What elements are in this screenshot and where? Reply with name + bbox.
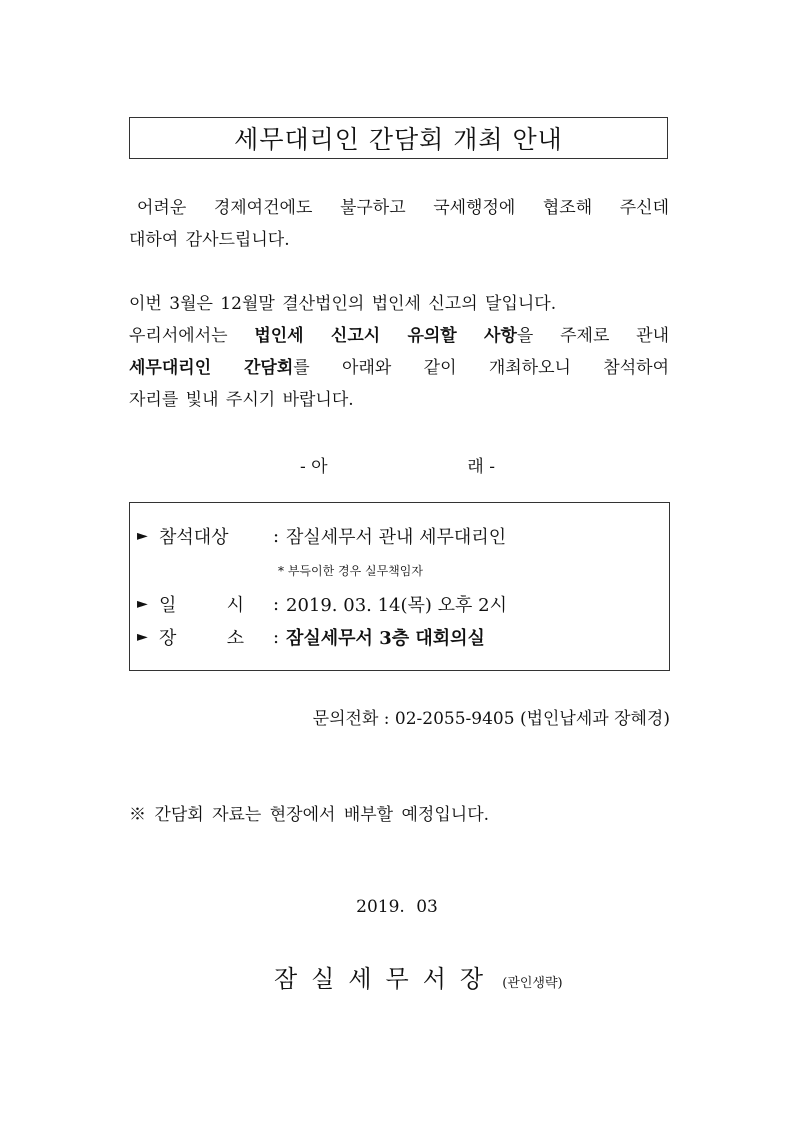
colon: : [272, 525, 280, 547]
stamp-omitted-note: (관인생략) [502, 976, 563, 991]
colon: : [272, 593, 280, 615]
body-text: 을 주제로 관내 [516, 326, 670, 346]
body-line: 자리를 빛내 주시기 바랍니다. [129, 390, 354, 410]
body-paragraph [129, 288, 669, 416]
body-line [129, 352, 669, 384]
remark-note: ※ 간담회 자료는 현장에서 배부할 예정입니다. [129, 805, 490, 825]
colon: : [272, 626, 280, 648]
body-line: 이번 3월은 12월말 결산법인의 법인세 신고의 달입니다. [129, 294, 557, 314]
signer-block [274, 959, 563, 994]
datetime-label: 일 시 [159, 595, 244, 616]
attendees-note: * 부득이한 경우 실무책임자 [278, 564, 423, 578]
arrow-right-icon: ► [137, 528, 148, 544]
datetime-value: 2019. 03. 14(목) 오후 2시 [286, 595, 507, 616]
title-text: 세무대리인 간담회 개최 안내 [234, 125, 563, 154]
intro-line: 대하여 감사드립니다. [129, 230, 290, 250]
arrow-right-icon: ► [137, 629, 148, 645]
attendees-label: 참석대상 [159, 527, 229, 548]
place-row [137, 624, 485, 650]
section-heading [300, 452, 495, 477]
datetime-row [137, 591, 507, 617]
body-emphasis: 세무대리인 간담회 [129, 358, 294, 378]
place-value: 잠실세무서 3층 대회의실 [286, 628, 485, 649]
document-date: 2019. 03 [356, 897, 438, 917]
body-text: 우리서에서는 [129, 326, 255, 346]
attendees-row [137, 523, 506, 549]
signer-name: 잠실세무서장 [274, 965, 498, 993]
arrow-right-icon: ► [137, 596, 148, 612]
heading-right: 래 - [467, 457, 495, 477]
attendees-value: 잠실세무서 관내 세무대리인 [286, 527, 507, 548]
body-text: 를 아래와 같이 개최하오니 참석하여 [293, 358, 669, 378]
intro-line: 어려운 경제여건에도 불구하고 국세행정에 협조해 주신데 [137, 198, 669, 218]
contact-phone: 문의전화 : 02-2055-9405 (법인납세과 장혜경) [312, 709, 670, 729]
body-line [129, 320, 669, 352]
details-box [129, 502, 670, 671]
body-emphasis: 법인세 신고시 유의할 사항 [254, 326, 517, 346]
heading-left: - 아 [300, 457, 328, 477]
document-title [129, 117, 668, 159]
intro-paragraph [129, 192, 669, 256]
place-label: 장 소 [159, 628, 244, 649]
